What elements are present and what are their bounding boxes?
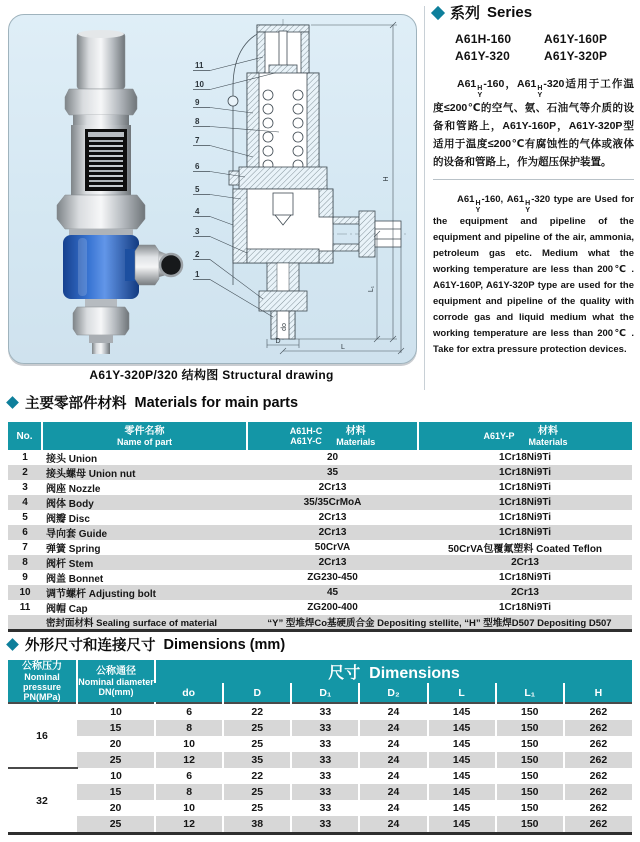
dim-value: 262: [564, 784, 632, 800]
col-name: 零件名称 Name of part: [42, 422, 247, 450]
dn-value: 10: [77, 703, 155, 720]
materials-row: [8, 495, 632, 510]
dims-row: [8, 752, 632, 768]
col-dn: 公称通径 Nominal diameter DN(mm): [77, 660, 155, 703]
dn-value: 20: [109, 738, 122, 750]
part-name: 阀帽 Cap: [46, 604, 88, 615]
dim-value: 145: [428, 703, 496, 720]
dim-label-l: L: [341, 344, 345, 351]
valve-nameplate: [85, 129, 127, 191]
model-notation: A61 H Y -160,: [457, 194, 504, 214]
diamond-icon: [431, 5, 445, 19]
lever-ring-icon: [228, 96, 238, 106]
series-item: A61Y-320: [455, 49, 510, 63]
structural-drawing: [183, 17, 411, 359]
part-no: 4: [8, 495, 42, 510]
callout-number: 3: [195, 227, 200, 236]
dim-value: 150: [496, 720, 564, 736]
model-notation: A61 H Y -160，: [457, 78, 518, 99]
dim-value: 33: [291, 800, 359, 816]
dim-value: 12: [155, 816, 223, 834]
callout-number: 5: [195, 185, 200, 194]
dim-value: 24: [359, 784, 427, 800]
part-no: 6: [8, 525, 42, 540]
dn-value: 15: [77, 784, 155, 800]
dims-row: [8, 816, 632, 834]
dimensions-heading-en: Dimensions (mm): [163, 636, 286, 653]
material-hc: 20: [326, 452, 339, 463]
valve-hex-collar: [65, 89, 137, 115]
product-panel: [8, 14, 417, 364]
material-hc: 50CrVA: [314, 542, 351, 553]
dim-value: 262: [564, 736, 632, 752]
part-no: 7: [22, 542, 28, 553]
dim-value: 150: [496, 816, 564, 834]
col-material-yp: A61Y-P 材料 Materials: [418, 422, 632, 450]
series-column: [433, 2, 634, 358]
material-yp: 50CrVA包覆氟塑料 Coated Teflon: [447, 544, 603, 555]
callout-number: 10: [195, 80, 204, 89]
materials-row: [8, 525, 632, 540]
part-name: 阀杆 Stem: [42, 555, 247, 570]
part-name: 阀盖 Bonnet: [46, 574, 104, 585]
intro-zh-text: 适用于工作温度≤200℃的空气、氨、石油气等介质的设备和管路上，A61Y-160P，A61Y-320P型适用于温度≤200℃有腐蚀性的气体或液体的设备和管路上，作为超压保护装置。: [433, 78, 634, 168]
dim-label-d: D: [275, 338, 281, 345]
dim-value: 145: [428, 736, 496, 752]
col-pn: 公称压力 Nominal pressure PN(MPa): [8, 660, 77, 703]
model-notation: A61 H Y -320: [506, 194, 551, 214]
dim-value: 24: [359, 816, 427, 834]
drawing-caption: A61Y-320P/320 结构图 Structural drawing: [89, 368, 334, 382]
dim-value: 22: [223, 703, 291, 720]
dim-col-d: D₂: [359, 683, 427, 703]
dim-label-l1: L₁: [368, 285, 375, 293]
dim-value: 12: [155, 752, 223, 768]
dim-value: 8: [155, 784, 223, 800]
dims-row: [8, 768, 632, 784]
pn-value: 16: [8, 703, 77, 768]
valve-cap: [77, 30, 125, 89]
series-list: [455, 32, 633, 63]
dn-value: 25: [77, 752, 155, 768]
dim-value: 24: [359, 736, 427, 752]
dim-value: 33: [291, 720, 359, 736]
callout-number: 4: [195, 207, 200, 216]
series-heading-en: Series: [487, 4, 533, 21]
materials-row: [8, 540, 632, 555]
material-hc: 35/35CrMoA: [247, 495, 418, 510]
dim-value: 24: [359, 720, 427, 736]
dim-value: 145: [428, 816, 496, 834]
dim-value: 145: [428, 800, 496, 816]
part-name: 阀座 Nozzle: [46, 484, 101, 495]
valve-photo: [19, 19, 191, 359]
dim-value: 10: [155, 736, 223, 752]
model-notation: A61 H Y -320: [517, 78, 565, 99]
dim-value: 35: [223, 752, 291, 768]
part-name: 阀体 Body: [42, 495, 247, 510]
materials-heading-zh: 主要零部件材料: [25, 396, 127, 412]
part-name: 接头 Union: [46, 454, 98, 465]
dim-value: 262: [564, 768, 632, 784]
part-no: 1: [22, 452, 28, 463]
materials-row: [8, 450, 632, 465]
part-no: 10: [8, 585, 42, 600]
materials-row: [8, 465, 632, 480]
col-dimensions-group: 尺寸 Dimensions: [155, 660, 632, 683]
part-no: 11: [19, 602, 31, 613]
dim-value: 145: [428, 720, 496, 736]
part-no: 3: [22, 482, 28, 493]
dn-value: 20: [109, 802, 122, 814]
valve-bottom-union: [73, 299, 129, 354]
callout-number: 8: [195, 117, 200, 126]
dim-value: 262: [564, 800, 632, 816]
part-name: 弹簧 Spring: [46, 544, 101, 555]
dim-value: 150: [496, 768, 564, 784]
series-heading-zh: 系列: [450, 5, 481, 22]
dim-value: 150: [496, 800, 564, 816]
intro-paragraph-en: [433, 192, 634, 358]
dim-col-d: D: [223, 683, 291, 703]
dimensions-table: [8, 660, 632, 835]
material-yp: 1Cr18Ni9Ti: [498, 512, 552, 523]
material-hc: 45: [247, 585, 418, 600]
dim-value: 22: [223, 768, 291, 784]
material-hc: 2Cr13: [318, 482, 347, 493]
dimensions-heading-zh: 外形尺寸和连接尺寸: [25, 638, 156, 654]
dim-col-l: L₁: [496, 683, 564, 703]
part-name: 接头螺母 Union nut: [42, 465, 247, 480]
dim-col-d: D₁: [291, 683, 359, 703]
dim-value: 33: [291, 752, 359, 768]
dim-value: 145: [428, 784, 496, 800]
material-hc: ZG200-400: [307, 602, 358, 613]
intro-paragraph-zh: [433, 75, 634, 171]
material-hc: ZG230-450: [307, 572, 358, 583]
material-yp: 1Cr18Ni9Ti: [418, 495, 632, 510]
materials-row: [8, 585, 632, 600]
dim-value: 25: [223, 800, 291, 816]
dim-value: 33: [291, 784, 359, 800]
part-no: 5: [22, 512, 28, 523]
dim-col-do: do: [155, 683, 223, 703]
material-yp: 1Cr18Ni9Ti: [498, 572, 552, 583]
dim-value: 25: [223, 720, 291, 736]
material-yp: 2Cr13: [418, 585, 632, 600]
dim-value: 6: [155, 703, 223, 720]
sealing-label: 密封面材料 Sealing surface of material: [8, 615, 247, 631]
dim-col-l: L: [428, 683, 496, 703]
dn-value: 15: [77, 720, 155, 736]
dims-row: [8, 720, 632, 736]
part-name: 阀瓣 Disc: [46, 514, 90, 525]
dim-value: 38: [223, 816, 291, 834]
material-yp: 1Cr18Ni9Ti: [418, 465, 632, 480]
dims-row: [8, 800, 632, 816]
materials-heading-en: Materials for main parts: [134, 394, 299, 411]
part-no: 9: [22, 572, 28, 583]
dim-value: 145: [428, 768, 496, 784]
callout-number: 6: [195, 162, 200, 171]
callout-number: 7: [195, 136, 200, 145]
callout-number: 9: [195, 98, 200, 107]
dn-value: 10: [77, 768, 155, 784]
column-divider: [424, 6, 425, 390]
col-material-hc: A61H-C A61Y-C 材料 Materials: [247, 422, 418, 450]
dim-value: 25: [223, 736, 291, 752]
materials-heading: [8, 392, 298, 413]
valve-body-hex: [57, 195, 145, 229]
material-yp: 1Cr18Ni9Ti: [498, 452, 552, 463]
dim-value: 262: [564, 816, 632, 834]
dim-value: 150: [496, 752, 564, 768]
dim-value: 150: [496, 736, 564, 752]
series-item: A61Y-320P: [544, 49, 608, 63]
dims-header-row1: [8, 660, 632, 683]
series-heading: [433, 2, 634, 23]
dim-value: 262: [564, 752, 632, 768]
dim-value: 24: [359, 768, 427, 784]
dims-row: [8, 736, 632, 752]
dim-value: 10: [155, 800, 223, 816]
materials-row: [8, 570, 632, 585]
dim-value: 25: [223, 784, 291, 800]
series-item: A61H-160: [455, 32, 512, 46]
paragraph-divider: [433, 179, 634, 180]
callout-number: 11: [195, 61, 204, 70]
dim-value: 145: [428, 752, 496, 768]
materials-row: [8, 600, 632, 615]
sealing-row: [8, 615, 632, 631]
material-hc: 2Cr13: [318, 512, 347, 523]
material-yp: 1Cr18Ni9Ti: [418, 525, 632, 540]
dim-value: 8: [155, 720, 223, 736]
dim-value: 24: [359, 800, 427, 816]
part-name: 导向套 Guide: [42, 525, 247, 540]
sealing-value: “Y” 型堆焊Co基硬质合金 Depositing stellite, “H” 型堆焊D507 Depositing D507: [247, 615, 632, 631]
dim-value: 33: [291, 816, 359, 834]
part-name: 调节螺杆 Adjusting bolt: [42, 585, 247, 600]
part-no: 8: [8, 555, 42, 570]
dim-value: 262: [564, 703, 632, 720]
dim-value: 24: [359, 703, 427, 720]
dims-row: [8, 784, 632, 800]
col-no: No.: [8, 422, 42, 450]
materials-row: [8, 555, 632, 570]
dimensions-heading: [8, 634, 285, 655]
callout-number: 1: [195, 270, 200, 279]
material-yp: 2Cr13: [418, 555, 632, 570]
callout-number: 2: [195, 250, 200, 259]
dim-value: 150: [496, 784, 564, 800]
materials-header-row: [8, 422, 632, 450]
material-hc: 2Cr13: [247, 555, 418, 570]
material-yp: 1Cr18Ni9Ti: [498, 482, 552, 493]
materials-row: [8, 480, 632, 495]
pn-value: 32: [8, 768, 77, 834]
dims-row: [8, 703, 632, 720]
diamond-icon: [6, 396, 19, 409]
materials-row: [8, 510, 632, 525]
dim-col-h: H: [564, 683, 632, 703]
intro-en-text: type are Used for the equipment and pipeline of the equipment and pipeline of the air, ammonia, petroleum gas etc. Medium what the working temperature are less than 200℃ . A61Y-160P, A61Y-320P type are used for the equipment and pipeline of the quality with corrode gas and liquid medium what the working temperature are less than 200℃ . Take for extra pressure protection devices.: [433, 194, 634, 355]
dn-value: 25: [77, 816, 155, 834]
material-hc: 35: [247, 465, 418, 480]
materials-table: [8, 422, 632, 632]
dim-value: 6: [155, 768, 223, 784]
dim-value: 262: [564, 720, 632, 736]
material-yp: 1Cr18Ni9Ti: [498, 602, 552, 613]
part-no: 2: [8, 465, 42, 480]
dim-value: 150: [496, 703, 564, 720]
diamond-icon: [6, 638, 19, 651]
dim-value: 24: [359, 752, 427, 768]
dim-label-do: do: [281, 323, 288, 331]
series-item: A61Y-160P: [544, 32, 608, 46]
dim-label-h: H: [383, 176, 390, 182]
valve-side-outlet: [125, 245, 182, 285]
dim-value: 33: [291, 736, 359, 752]
dim-value: 33: [291, 768, 359, 784]
material-hc: 2Cr13: [247, 525, 418, 540]
dim-value: 33: [291, 703, 359, 720]
